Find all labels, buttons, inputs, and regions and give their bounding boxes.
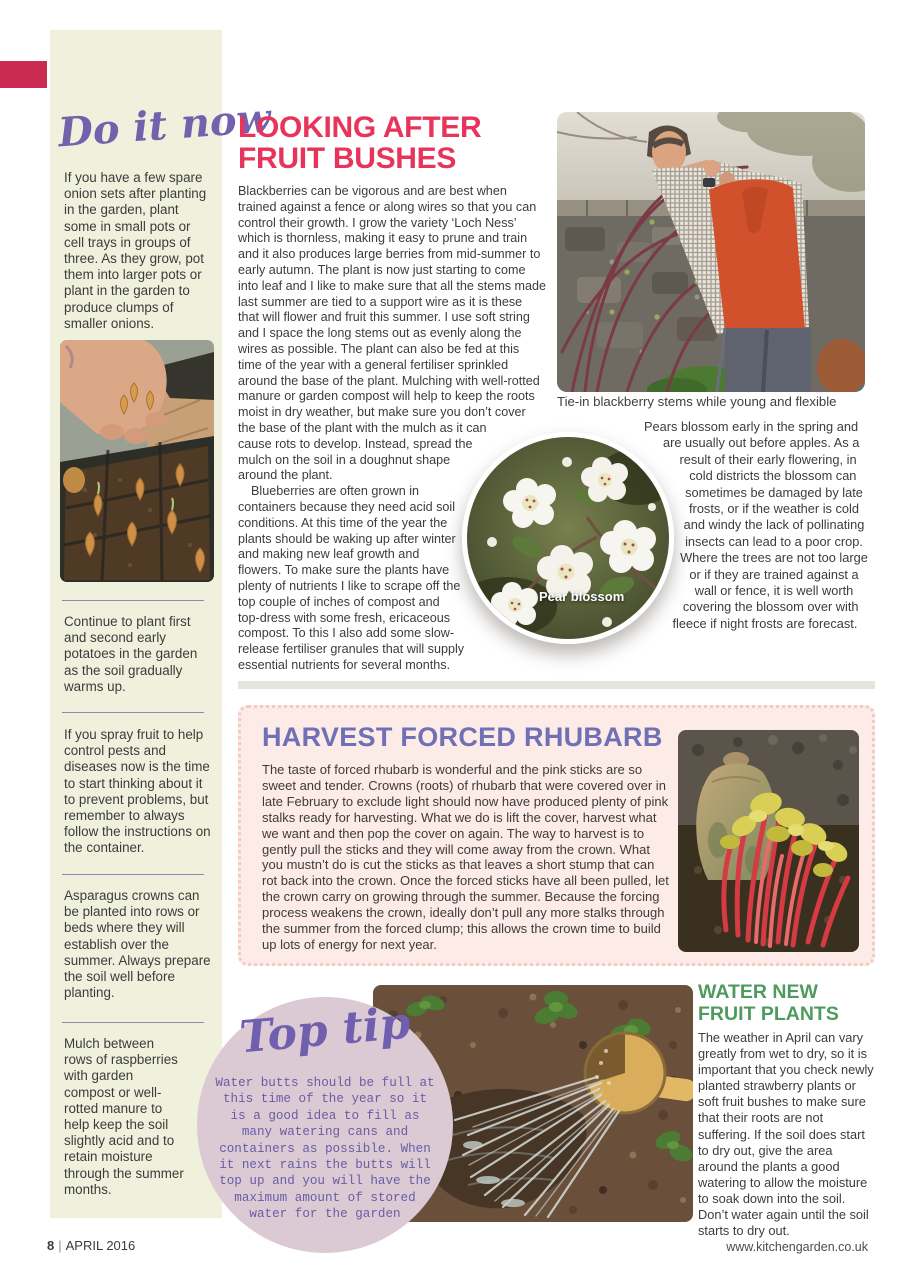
pear-blossom-text: Pears blossom early in the spring and are usually out before apples. As a result of their early flowering, in cold districts the blossom can sometimes be damaged by late frosts, or if the weather is cold and windy the lack of pollinating insects can lead to a poor crop. Where the trees are not too large or if they are trained against a wall or fence, it is well worth covering the blossom over with fleece if night frosts are forecast. [643, 419, 868, 631]
section-tab-marker [0, 61, 47, 88]
sidebar-tip: If you spray fruit to help control pests and diseases now is the time to start thinking about it to prevent problems, but remember to always follow the instructions on the container. [64, 727, 211, 856]
page-number: 8 [47, 1238, 55, 1253]
divider [62, 874, 204, 875]
onion-sets-photo [60, 340, 214, 582]
top-tip-circle [197, 997, 453, 1253]
footer-website: www.kitchengarden.co.uk [726, 1240, 868, 1254]
forced-rhubarb-photo [678, 730, 859, 952]
rhubarb-body: The taste of forced rhubarb is wonderful and the pink sticks are so sweet and tender. Crowns (roots) of rhubarb that were covered over in late February to exclude light should now have produced plenty of pink stalks ready for harvesting. What we do is lift the cover, harvest what we want and then pop the cover on again. The way to harvest is to gently pull the sticks and they will come away from the crown. What you mustn’t do is cut the sticks as that leaves a short stump that can rot back into the crown. Once the forced sticks have all been pulled, let the crown carry on growing through the summer. Because the forcing process weakens the crown, ideally don’t pull any more stalks through the summer from the forced clump; this allows the crown time to build up lots of energy for next year. [262, 762, 669, 952]
water-new-body: The weather in April can vary greatly from wet to dry, so it is important that you check newly planted strawberry plants or soft fruit bushes to make sure that their roots are not suffering. If the soil does start to dry out, give the area around the plants a good watering to allow the moisture to soak down into the soil. Don’t water again until the soil starts to dry out. [698, 1030, 874, 1239]
rhubarb-panel [238, 705, 875, 966]
do-it-now-heading: Do it now [56, 94, 273, 157]
sidebar-tip: If you have a few spare onion sets after planting in the garden, plant some in small pots or cell trays in groups of three. As they grow, pot them into larger pots or plant in the garden to produce clumps of smaller onions. [64, 170, 207, 331]
sidebar-tip: Mulch between rows of raspberries with garden compost or well-rotted manure to help keep the soil slightly acid and to retain moisture through the summer months. [64, 1036, 184, 1197]
article-paragraph: Blueberries are often grown in containers because they need acid soil conditions. At this time of the year the plants should be waking up after winter and making new leaf growth and flowers. To make sure the plants have plenty of nutrients I like to scrape off the top couple of inches of compost and top-dress with some fresh, ericaceous compost. To this I also add some slow-release fertiliser granules that will supply essential nutrients for several months. [238, 484, 465, 672]
blackberry-tying-photo [557, 112, 865, 392]
water-new-title: WATER NEW FRUIT PLANTS [698, 981, 839, 1025]
section-divider [238, 681, 875, 689]
pear-blossom-photo [462, 432, 674, 644]
article-title: LOOKING AFTER FRUIT BUSHES [238, 111, 482, 175]
divider [62, 600, 204, 601]
issue-label: APRIL 2016 [65, 1238, 136, 1253]
rhubarb-title: HARVEST FORCED RHUBARB [262, 722, 663, 752]
article-paragraph: Blackberries can be vigorous and are best when trained against a fence or along wires so that you can control their growth. I grow the variety ‘Loch Ness’ which is thornless, making it easy to prune and train and it also produces large berries from mid-summer to early autumn. The plant is now just starting to come into leaf and I like to make sure that all the stems made last summer are tied to a support wire as it is these that will flower and fruit this summer. I use soft string and I space the long stems out as evenly along the wires as possible. The plant can also be fed at this time of the year with a general fertiliser sprinkled around the base of the plant. Mulching with well-rotted manure or garden compost will help to keep the roots moist in dry weather, but make sure you don’t cover the base of the plant with the mulch as it can cause rots to develop. Instead, spread the mulch on the soil in a doughnut shape around the plant. [238, 184, 547, 483]
blackberry-photo-caption: Tie-in blackberry stems while young and flexible [557, 394, 837, 409]
pear-photo-caption: Pear blossom [539, 589, 625, 604]
sidebar-tip: Asparagus crowns can be planted into rows or beds where they will establish over the summer. Always prepare the soil well before planting. [64, 888, 211, 1001]
divider [62, 1022, 204, 1023]
divider [62, 712, 204, 713]
sidebar-tip: Continue to plant first and second early potatoes in the garden as the soil gradually warms up. [64, 614, 198, 694]
footer-page-info: 8 | APRIL 2016 [47, 1238, 136, 1253]
top-tip-body: Water butts should be full at this time of the year so it is a good idea to fill as many watering cans and containers as possible. When it next rains the butts will top up and you will have the maximum amount of stored water for the garden [215, 1076, 435, 1222]
top-tip-heading: Top tip [237, 997, 413, 1064]
